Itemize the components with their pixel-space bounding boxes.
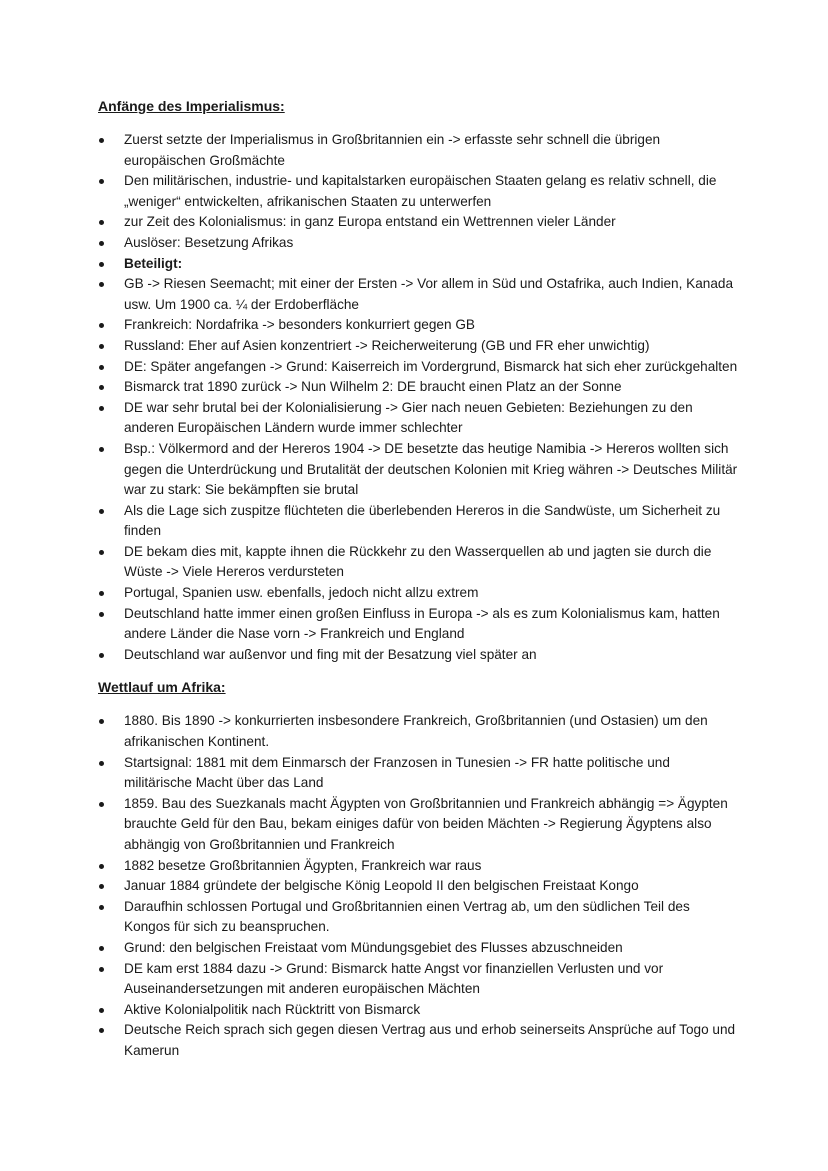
list-item: Auslöser: Besetzung Afrikas: [98, 233, 738, 254]
list-item: 1882 besetze Großbritannien Ägypten, Frankreich war raus: [98, 856, 738, 877]
list-item: Bsp.: Völkermord and der Hereros 1904 -> DE besetzte das heutige Namibia -> Hereros wollten sich gegen die Unterdrückung und Brutalität der deutschen Kolonien mit Krieg währen -> Deutsches Militär war zu stark: Sie bekämpften sie brutal: [98, 439, 738, 501]
bullet-list-anfaenge: [98, 130, 738, 665]
list-item: Frankreich: Nordafrika -> besonders konkurriert gegen GB: [98, 315, 738, 336]
list-item: 1859. Bau des Suezkanals macht Ägypten von Großbritannien und Frankreich abhängig => Ägypten brauchte Geld für den Bau, bekam einiges dafür von beiden Mächten -> Regierung Ägyptens also abhängig von Großbritannien und Frankreich: [98, 794, 738, 856]
list-item: Portugal, Spanien usw. ebenfalls, jedoch nicht allzu extrem: [98, 583, 738, 604]
list-item: Deutschland war außenvor und fing mit der Besatzung viel später an: [98, 645, 738, 666]
list-item: DE: Später angefangen -> Grund: Kaiserreich im Vordergrund, Bismarck hat sich eher zurückgehalten: [98, 357, 738, 378]
document-page: [98, 96, 738, 1062]
list-item: Deutsche Reich sprach sich gegen diesen Vertrag aus und erhob seinerseits Ansprüche auf Togo und Kamerun: [98, 1020, 738, 1061]
list-item: Grund: den belgischen Freistaat vom Mündungsgebiet des Flusses abzuschneiden: [98, 938, 738, 959]
list-item: Zuerst setzte der Imperialismus in Großbritannien ein -> erfasste sehr schnell die übrigen europäischen Großmächte: [98, 130, 738, 171]
list-item: Januar 1884 gründete der belgische König Leopold II den belgischen Freistaat Kongo: [98, 876, 738, 897]
list-item: Russland: Eher auf Asien konzentriert -> Reicherweiterung (GB und FR eher unwichtig): [98, 336, 738, 357]
list-item: DE war sehr brutal bei der Kolonialisierung -> Gier nach neuen Gebieten: Beziehungen zu den anderen Europäischen Ländern wurde immer schlechter: [98, 398, 738, 439]
list-item: Daraufhin schlossen Portugal und Großbritannien einen Vertrag ab, um den südlichen Teil des Kongos für sich zu beanspruchen.: [98, 897, 738, 938]
list-item: 1880. Bis 1890 -> konkurrierten insbesondere Frankreich, Großbritannien (und Ostasien) um den afrikanischen Kontinent.: [98, 711, 738, 752]
list-item: zur Zeit des Kolonialismus: in ganz Europa entstand ein Wettrennen vieler Länder: [98, 212, 738, 233]
list-item: Aktive Kolonialpolitik nach Rücktritt von Bismarck: [98, 1000, 738, 1021]
list-item: Als die Lage sich zuspitze flüchteten die überlebenden Hereros in die Sandwüste, um Sicherheit zu finden: [98, 501, 738, 542]
list-item: Bismarck trat 1890 zurück -> Nun Wilhelm 2: DE braucht einen Platz an der Sonne: [98, 377, 738, 398]
list-item-beteiligt: Beteiligt:: [98, 254, 738, 275]
list-item: Startsignal: 1881 mit dem Einmarsch der Franzosen in Tunesien -> FR hatte politische und militärische Macht über das Land: [98, 753, 738, 794]
list-item: Den militärischen, industrie- und kapitalstarken europäischen Staaten gelang es relativ schnell, die „weniger“ entwickelten, afrikanischen Staaten zu unterwerfen: [98, 171, 738, 212]
list-item: DE kam erst 1884 dazu -> Grund: Bismarck hatte Angst vor finanziellen Verlusten und vor Auseinandersetzungen mit anderen europäischen Mächten: [98, 959, 738, 1000]
section-heading-anfaenge: Anfänge des Imperialismus:: [98, 98, 285, 114]
bullet-list-wettlauf: [98, 711, 738, 1061]
section-heading-wettlauf: Wettlauf um Afrika:: [98, 679, 226, 696]
list-item: DE bekam dies mit, kappte ihnen die Rückkehr zu den Wasserquellen ab und jagten sie durch die Wüste -> Viele Hereros verdursteten: [98, 542, 738, 583]
list-item: Deutschland hatte immer einen großen Einfluss in Europa -> als es zum Kolonialismus kam, hatten andere Länder die Nase vorn -> Frankreich und England: [98, 604, 738, 645]
list-item: GB -> Riesen Seemacht; mit einer der Ersten -> Vor allem in Süd und Ostafrika, auch Indien, Kanada usw. Um 1900 ca. ¼ der Erdoberfläche: [98, 274, 738, 315]
